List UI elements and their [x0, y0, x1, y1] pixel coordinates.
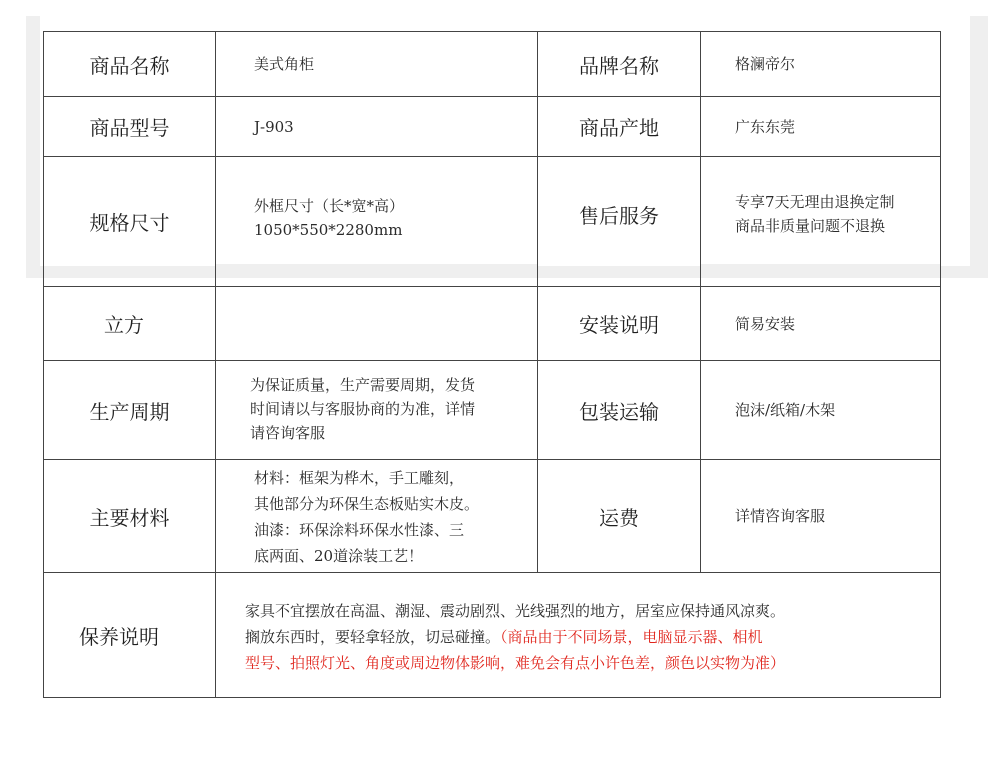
care-line — [245, 624, 937, 650]
care-note-red: （商品由于不同场景，电脑显示器、相机 — [500, 628, 763, 646]
label-production: 生产周期 — [89, 399, 170, 424]
background-strip — [216, 264, 537, 278]
background-strip — [700, 264, 940, 278]
label-brand-name: 品牌名称 — [579, 53, 659, 78]
value-material — [254, 465, 536, 569]
value-brand-name: 格澜帝尔 — [735, 55, 796, 73]
label-model: 商品型号 — [89, 116, 170, 140]
value-material-line: 其他部分为环保生态板贴实木皮。 — [254, 495, 480, 513]
value-volume — [254, 287, 534, 360]
value-product-name: 美式角柜 — [254, 55, 315, 73]
label-volume: 立方 — [104, 313, 144, 337]
value-spec — [254, 194, 534, 242]
label-install: 安装说明 — [579, 313, 659, 337]
value-after-sales-line: 专享7天无理由退换定制 — [735, 193, 895, 211]
value-production-line: 为保证质量，生产需要周期，发货 — [250, 376, 476, 394]
value-after-sales — [735, 190, 940, 238]
value-material-line: 材料：框架为桦木，手工雕刻， — [254, 469, 465, 487]
care-note-red: 型号、拍照灯光、角度或周边物体影响，难免会有点小许色差，颜色以实物为准） — [245, 654, 786, 672]
value-care — [245, 598, 937, 676]
label-shipping: 运费 — [599, 505, 639, 530]
label-origin: 商品产地 — [579, 116, 659, 140]
value-production — [250, 373, 535, 445]
label-care: 保养说明 — [79, 624, 159, 649]
value-packaging: 泡沫/纸箱/木架 — [735, 401, 836, 419]
label-spec: 规格尺寸 — [89, 211, 170, 235]
value-material-line: 油漆：环保涂料环保水性漆、三 — [254, 521, 465, 539]
value-production-line: 请咨询客服 — [250, 424, 326, 442]
value-origin: 广东东莞 — [735, 117, 796, 136]
care-text: 搁放东西时，要轻拿轻放，切忌碰撞。 — [245, 628, 501, 646]
value-model: J-903 — [254, 117, 294, 136]
care-line: 家具不宜摆放在高温、潮湿、震动剧烈、光线强烈的地方，居室应保持通风凉爽。 — [245, 602, 786, 620]
value-install: 简易安装 — [735, 314, 796, 333]
value-production-line: 时间请以与客服协商的为准，详情 — [250, 400, 476, 418]
value-after-sales-line: 商品非质量问题不退换 — [735, 217, 886, 235]
label-packaging: 包装运输 — [579, 399, 659, 424]
label-product-name: 商品名称 — [89, 53, 170, 78]
label-material: 主要材料 — [89, 505, 170, 530]
value-shipping: 详情咨询客服 — [735, 507, 826, 525]
value-spec-line: 外框尺寸（长*宽*高） — [254, 197, 405, 215]
value-spec-line: 1050*550*2280mm — [254, 221, 403, 239]
value-material-line: 底两面、20道涂装工艺！ — [254, 547, 424, 565]
label-after-sales: 售后服务 — [579, 203, 659, 228]
